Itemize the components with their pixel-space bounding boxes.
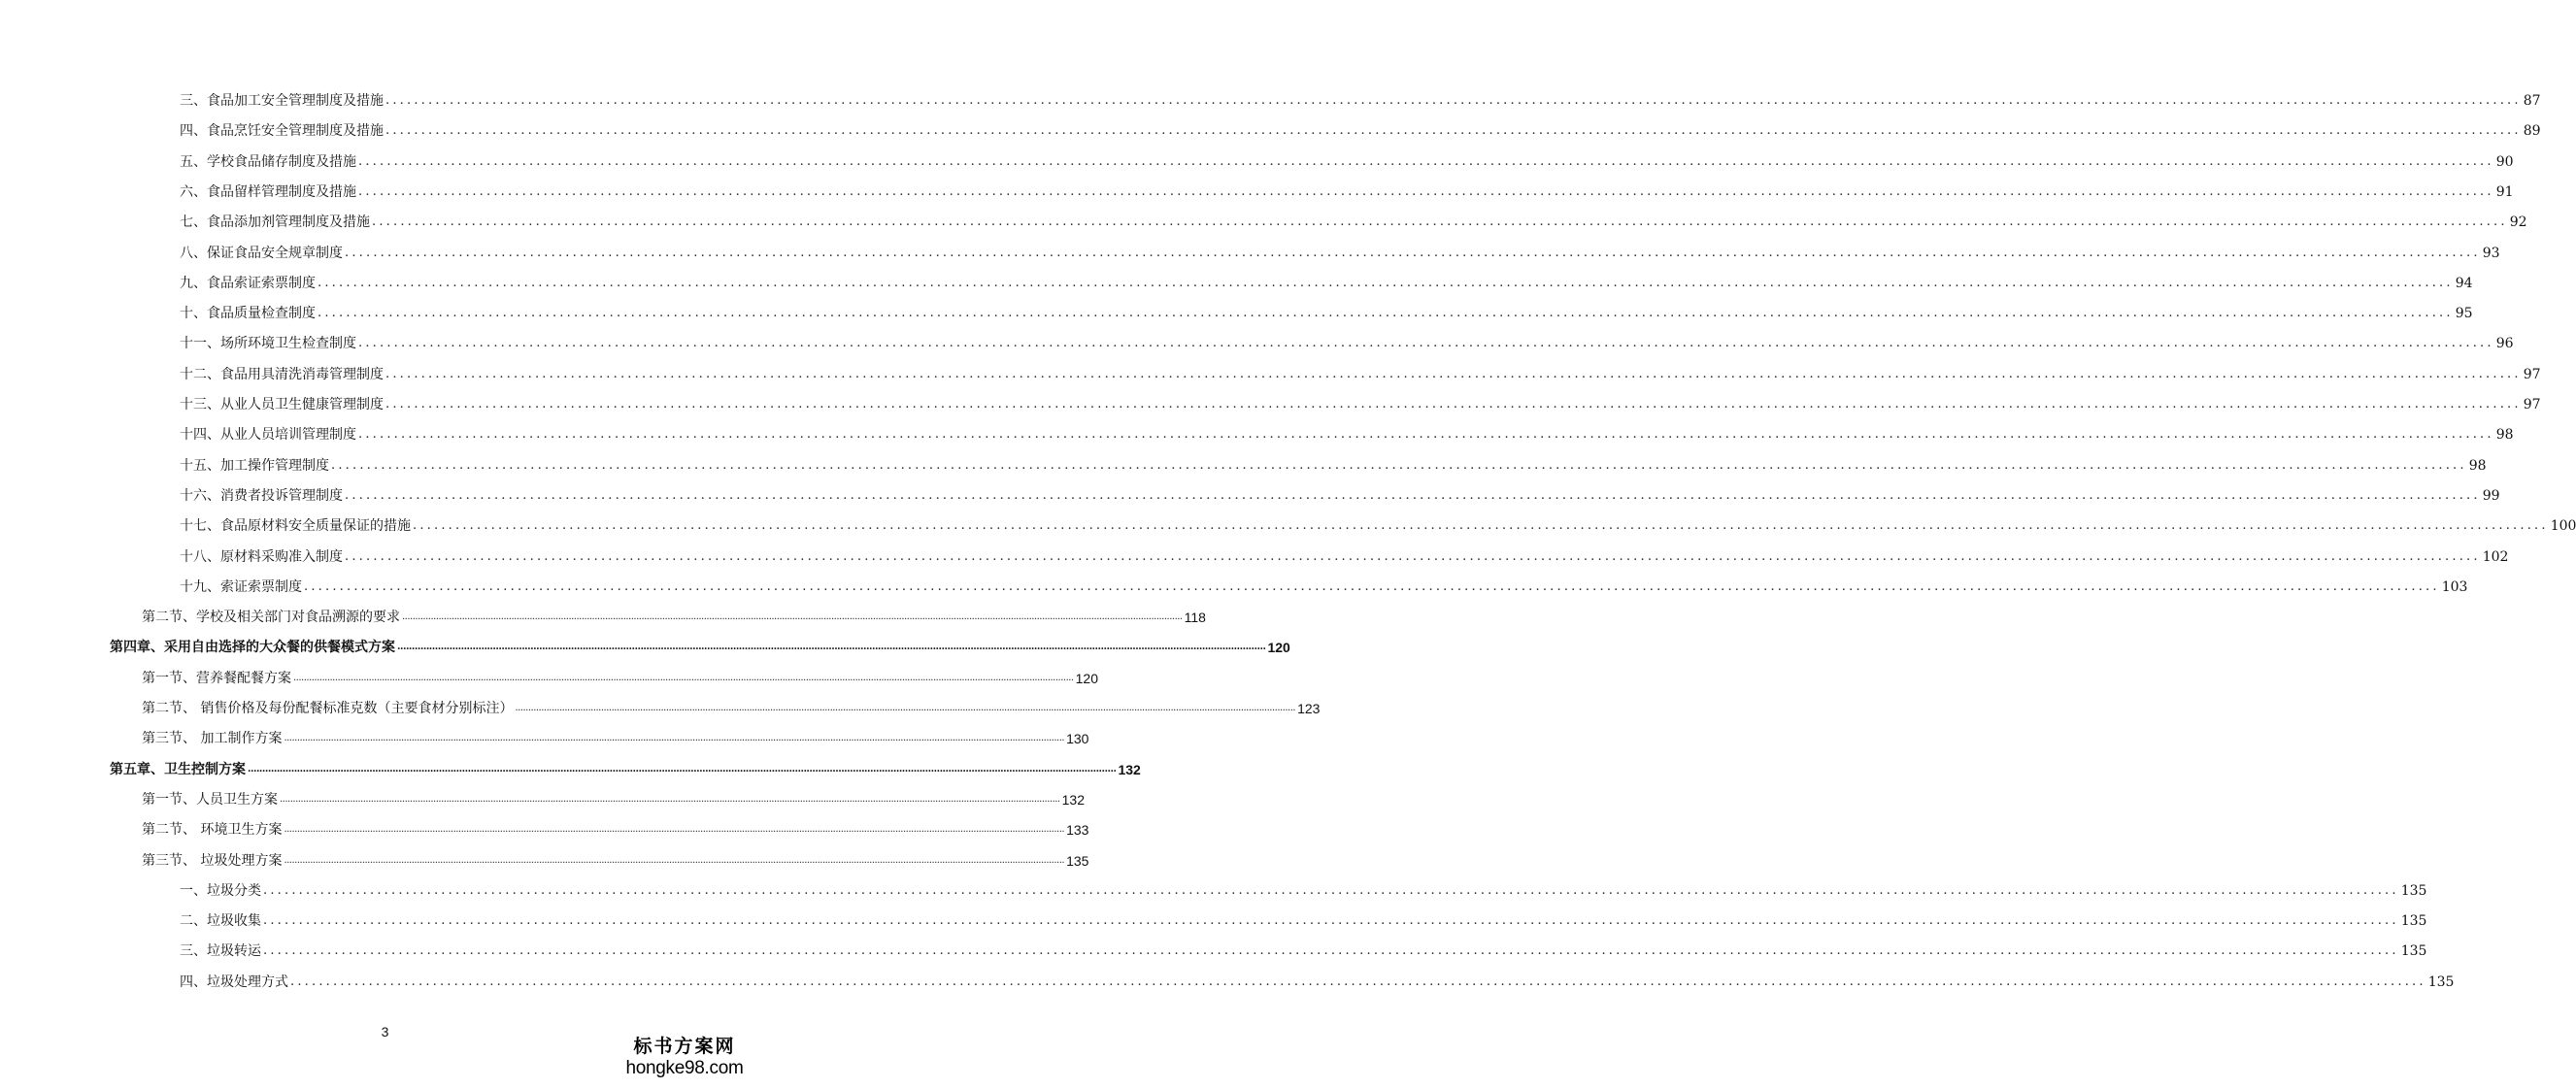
toc-entry-page: 103 <box>2441 579 2468 595</box>
toc-entry-title: 十九、索证索票制度 <box>180 579 302 595</box>
dot-leader: ............................................................................................................................................................................................................................................................................................................ <box>385 123 2522 138</box>
toc-entry-page: 92 <box>2509 214 2527 230</box>
toc-entry-title: 十六、消费者投诉管理制度 <box>180 488 343 504</box>
toc-entry[interactable] <box>180 120 2541 142</box>
toc-entry-title: 第一节、人员卫生方案 <box>142 792 278 808</box>
toc-entry-page: 123 <box>1297 701 1321 716</box>
toc-entry[interactable] <box>180 303 2473 324</box>
toc-entry-page: 130 <box>1066 731 1089 746</box>
toc-entry-page: 98 <box>2468 458 2487 474</box>
toc-entry-title: 六、食品留样管理制度及措施 <box>180 184 356 200</box>
dot-leader: ............................................................................................................................................................................................................................................................................................................ <box>385 397 2522 412</box>
toc-entry-page: 93 <box>2482 246 2500 261</box>
dot-leader: ............................................................................................................................................................................................................................................................................................................ <box>372 214 2508 229</box>
dot-leader: ............................................................................................................................................................................................................................................................................................................ <box>290 974 2426 989</box>
dot-leader: ............................................................................................................................................................................................................................................................................................................ <box>284 824 1065 835</box>
toc-entry-title: 三、垃圾转运 <box>180 943 261 959</box>
dot-leader: ............................................................................................................................................................................................................................................................................................................ <box>402 611 1183 622</box>
dot-leader: ............................................................................................................................................................................................................................................................................................................ <box>318 306 2454 320</box>
dot-leader: ............................................................................................................................................................................................................................................................................................................ <box>345 246 2481 260</box>
toc-entry-title: 第二节、 销售价格及每份配餐标准克数（主要食材分别标注） <box>142 701 514 716</box>
dot-leader: ............................................................................................................................................................................................................................................................................................................ <box>280 794 1060 805</box>
toc-entry-title: 四、食品烹饪安全管理制度及措施 <box>180 123 384 139</box>
watermark-name: 标书方案网 <box>633 1036 736 1057</box>
toc-entry[interactable] <box>142 668 1098 689</box>
toc-entry[interactable] <box>180 455 2487 477</box>
dot-leader: ............................................................................................................................................................................................................................................................................................................ <box>397 642 1266 652</box>
dot-leader: ............................................................................................................................................................................................................................................................................................................ <box>263 883 2399 898</box>
toc-entry-page: 118 <box>1184 610 1206 625</box>
toc-entry-page: 132 <box>1061 792 1085 808</box>
toc-entry-title: 五、学校食品储存制度及措施 <box>180 154 356 170</box>
dot-leader: ............................................................................................................................................................................................................................................................................................................ <box>263 913 2399 928</box>
toc-entry[interactable] <box>180 515 2576 537</box>
toc-entry[interactable] <box>142 819 1089 841</box>
toc-entry-title: 十、食品质量检查制度 <box>180 306 316 321</box>
toc-entry[interactable] <box>180 333 2514 354</box>
toc-entry-page: 133 <box>1066 822 1089 838</box>
dot-leader: ............................................................................................................................................................................................................................................................................................................ <box>358 184 2494 199</box>
toc-entry[interactable] <box>180 90 2541 112</box>
toc-entry-title: 第三节、 垃圾处理方案 <box>142 853 283 869</box>
toc-entry-page: 96 <box>2495 336 2514 351</box>
toc-entry-page: 135 <box>2400 883 2427 899</box>
toc-entry-page: 120 <box>1267 640 1290 655</box>
toc-entry-page: 120 <box>1075 671 1098 686</box>
toc-entry-title: 十二、食品用具清洗消毒管理制度 <box>180 367 384 382</box>
toc-entry[interactable] <box>142 607 1206 628</box>
toc-entry-page: 135 <box>2400 943 2427 959</box>
toc-entry-title: 二、垃圾收集 <box>180 913 261 929</box>
toc-entry-title: 一、垃圾分类 <box>180 883 261 899</box>
toc-entry[interactable] <box>180 364 2541 385</box>
dot-leader: ............................................................................................................................................................................................................................................................................................................ <box>515 703 1296 713</box>
toc-entry[interactable] <box>110 637 1290 658</box>
toc-entry-page: 97 <box>2523 367 2541 382</box>
dot-leader: ............................................................................................................................................................................................................................................................................................................ <box>345 488 2481 503</box>
toc-entry[interactable] <box>180 424 2514 446</box>
toc-entry-title: 十三、从业人员卫生健康管理制度 <box>180 397 384 412</box>
dot-leader: ............................................................................................................................................................................................................................................................................................................ <box>284 733 1065 743</box>
toc-entry[interactable] <box>180 273 2473 294</box>
toc-entry-title: 十五、加工操作管理制度 <box>180 458 329 474</box>
toc-entry-title: 十七、食品原材料安全质量保证的措施 <box>180 518 411 534</box>
toc-entry-title: 八、保证食品安全规章制度 <box>180 246 343 261</box>
dot-leader: ............................................................................................................................................................................................................................................................................................................ <box>293 673 1074 683</box>
dot-leader: ............................................................................................................................................................................................................................................................................................................ <box>263 943 2399 958</box>
toc-entry-page: 90 <box>2495 154 2514 170</box>
toc-entry[interactable] <box>180 212 2527 233</box>
toc-entry[interactable] <box>180 394 2541 415</box>
dot-leader: ............................................................................................................................................................................................................................................................................................................ <box>345 549 2481 564</box>
toc-entry[interactable] <box>180 910 2427 932</box>
dot-leader: ............................................................................................................................................................................................................................................................................................................ <box>385 367 2522 381</box>
toc-entry-title: 三、食品加工安全管理制度及措施 <box>180 93 384 109</box>
toc-entry[interactable] <box>180 485 2500 507</box>
toc-entry-page: 99 <box>2482 488 2500 504</box>
dot-leader: ............................................................................................................................................................................................................................................................................................................ <box>304 579 2440 594</box>
toc-entry-title: 第五章、卫生控制方案 <box>110 762 246 777</box>
toc-entry[interactable] <box>142 728 1089 749</box>
toc-entry[interactable] <box>180 972 2455 993</box>
dot-leader: ............................................................................................................................................................................................................................................................................................................ <box>331 458 2467 473</box>
dot-leader: ............................................................................................................................................................................................................................................................................................................ <box>318 276 2454 290</box>
toc-entry-page: 135 <box>2400 913 2427 929</box>
toc-entry-page: 135 <box>2427 974 2455 990</box>
watermark-logo <box>617 1032 753 1079</box>
toc-entry-page: 91 <box>2495 184 2514 200</box>
toc-entry[interactable] <box>142 850 1089 872</box>
toc-entry[interactable] <box>180 880 2427 902</box>
toc-entry-title: 第一节、营养餐配餐方案 <box>142 671 291 686</box>
toc-entry-title: 十四、从业人员培训管理制度 <box>180 427 356 443</box>
toc-entry-page: 94 <box>2455 276 2473 291</box>
toc-entry-title: 第二节、 环境卫生方案 <box>142 822 283 838</box>
toc-entry[interactable] <box>180 577 2468 598</box>
dot-leader: ............................................................................................................................................................................................................................................................................................................ <box>358 336 2494 350</box>
toc-entry[interactable] <box>180 546 2509 568</box>
dot-leader: ............................................................................................................................................................................................................................................................................................................ <box>358 427 2494 442</box>
toc-entry-page: 87 <box>2523 93 2541 109</box>
toc-entry-title: 十八、原材料采购准入制度 <box>180 549 343 565</box>
toc-entry-title: 第四章、采用自由选择的大众餐的供餐模式方案 <box>110 640 395 655</box>
toc-entry-page: 132 <box>1118 762 1141 777</box>
toc-entry[interactable] <box>180 151 2514 173</box>
dot-leader: ............................................................................................................................................................................................................................................................................................................ <box>358 154 2494 169</box>
toc-entry[interactable] <box>180 940 2427 962</box>
toc-entry-page: 100 <box>2550 518 2576 534</box>
toc-entry-page: 102 <box>2482 549 2509 565</box>
toc-entry-title: 第二节、学校及相关部门对食品溯源的要求 <box>142 610 400 625</box>
toc-entry-title: 九、食品索证索票制度 <box>180 276 316 291</box>
toc-entry-page: 98 <box>2495 427 2514 443</box>
toc-entry[interactable] <box>110 759 1141 780</box>
toc-entry-page: 89 <box>2523 123 2541 139</box>
toc-entry-page: 95 <box>2455 306 2473 321</box>
toc-entry-title: 七、食品添加剂管理制度及措施 <box>180 214 370 230</box>
watermark-url: hongke98.com <box>625 1058 744 1078</box>
toc-entry[interactable] <box>180 182 2514 203</box>
toc-entry-page: 97 <box>2523 397 2541 412</box>
toc-entry-page: 135 <box>1066 853 1089 869</box>
dot-leader: ............................................................................................................................................................................................................................................................................................................ <box>248 764 1117 775</box>
toc-entry-title: 四、垃圾处理方式 <box>180 974 288 990</box>
toc-entry[interactable] <box>180 243 2500 264</box>
toc-entry-title: 十一、场所环境卫生检查制度 <box>180 336 356 351</box>
dot-leader: ............................................................................................................................................................................................................................................................................................................ <box>413 518 2549 533</box>
toc-entry-title: 第三节、 加工制作方案 <box>142 731 283 746</box>
toc-entry[interactable] <box>142 698 1321 719</box>
page-number: 3 <box>381 1024 389 1040</box>
dot-leader: ............................................................................................................................................................................................................................................................................................................ <box>284 855 1065 866</box>
dot-leader: ............................................................................................................................................................................................................................................................................................................ <box>385 93 2522 108</box>
toc-entry[interactable] <box>142 789 1085 810</box>
